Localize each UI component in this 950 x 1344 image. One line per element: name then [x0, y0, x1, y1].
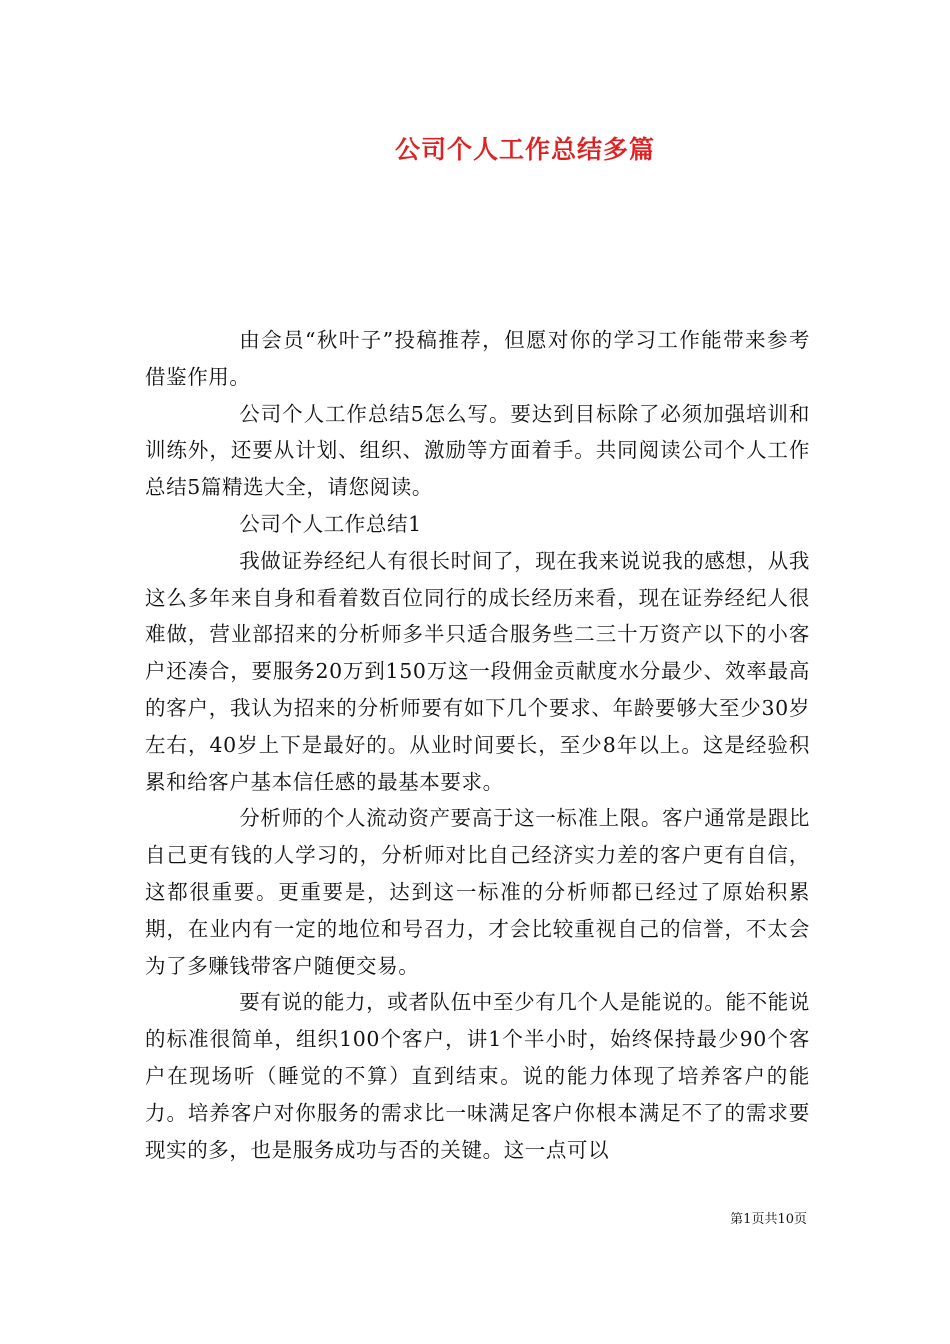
section-heading: 公司个人工作总结1: [239, 511, 422, 536]
paragraph-body: 要有说的能力，或者队伍中至少有几个人是能说的。能不能说的标准很简单，组织100个客户，讲1个半小时，始终保持最少90个客户在现场听（睡觉的不算）直到结束。说的能力体现了培养客户的能力。培养客户对你服务的需求比一味满足客户你根本满足不了的需求要现实的多，也是服务成功与否的关键。这一点可以: [145, 990, 810, 1162]
paragraph-intro: 由会员“秋叶子”投稿推荐，但愿对你的学习工作能带来参考借鉴作用。: [145, 328, 810, 389]
document-title: 公司个人工作总结多篇: [394, 135, 655, 164]
page-number-footer: 第1页共10页: [730, 1212, 807, 1227]
paragraph-body: 我做证券经纪人有很长时间了，现在我来说说我的感想，从我这么多年来自身和看着数百位同行的成长经历来看，现在证券经纪人很难做，营业部招来的分析师多半只适合服务些二三十万资产以下的小客户还凑合，要服务20万到150万这一段佣金贡献度水分最少、效率最高的客户，我认为招来的分析师要有如下几个要求、年龄要够大至少30岁左右，40岁上下是最好的。从业时间要长，至少8年以上。这是经验积累和给客户基本信任感的最基本要求。: [145, 548, 810, 794]
paragraph-body: 分析师的个人流动资产要高于这一标准上限。客户通常是跟比自己更有钱的人学习的，分析师对比自己经济实力差的客户更有自信，这都很重要。更重要是，达到这一标准的分析师都已经过了原始积累期，在业内有一定的地位和号召力，才会比较重视自己的信誉，不太会为了多赚钱带客户随便交易。: [145, 806, 810, 978]
paragraph-summary: 公司个人工作总结5怎么写。要达到目标除了必须加强培训和训练外，还要从计划、组织、激励等方面着手。共同阅读公司个人工作总结5篇精选大全，请您阅读。: [145, 401, 810, 500]
document-body: [145, 322, 810, 1168]
